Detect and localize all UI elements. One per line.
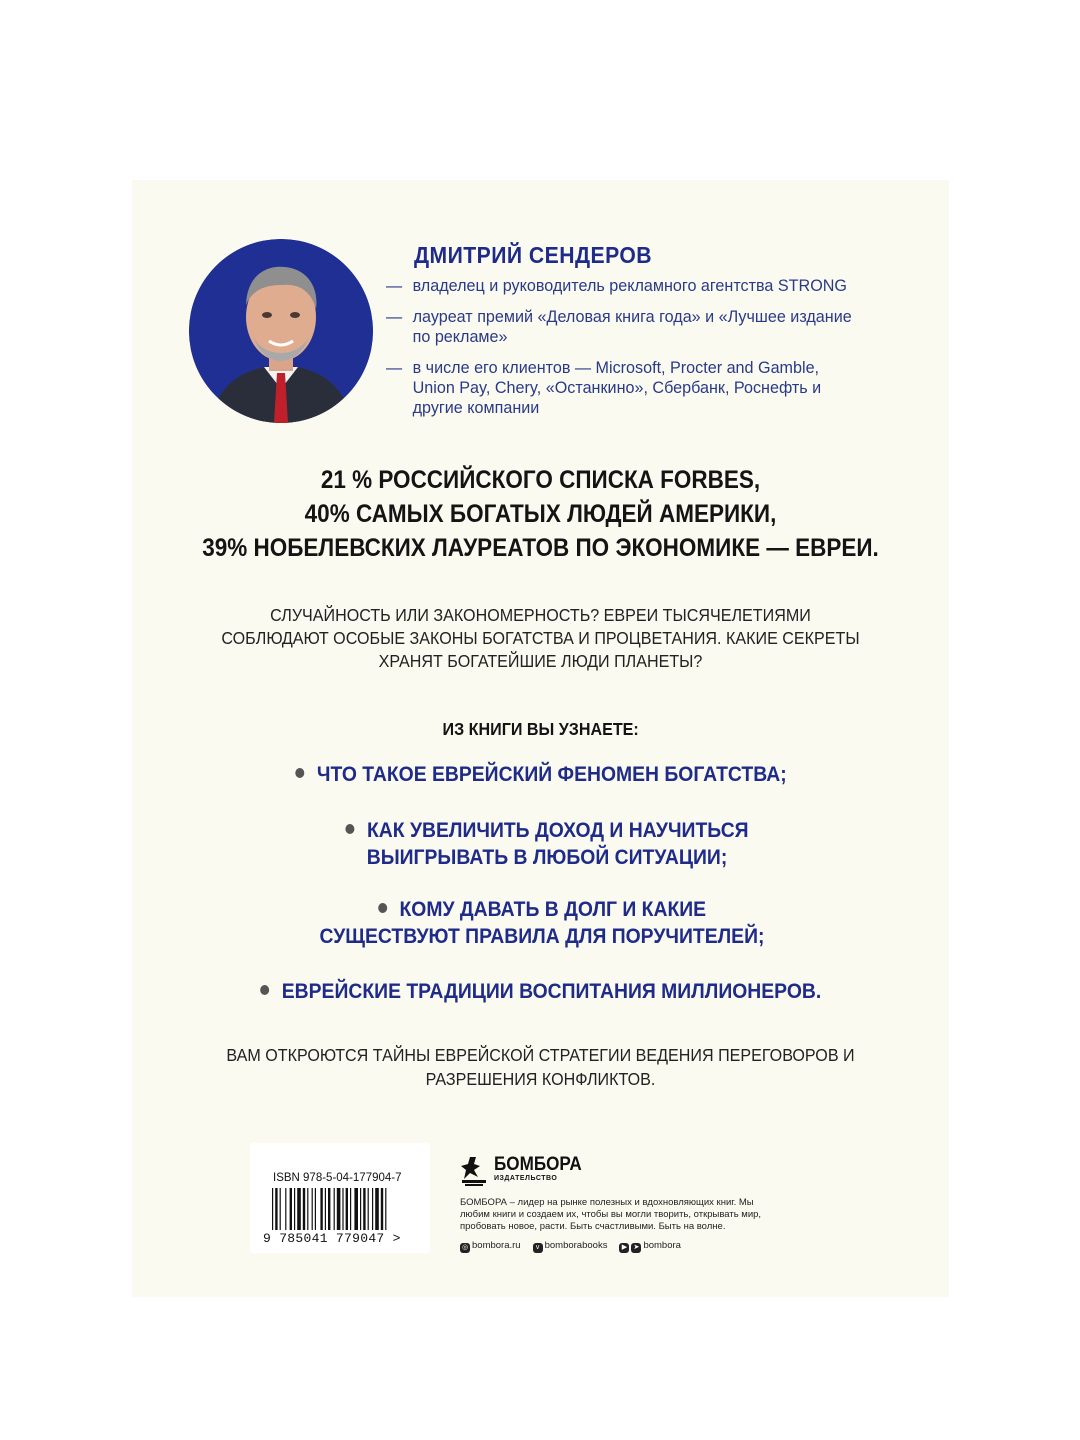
- barcode-bar: [368, 1188, 369, 1230]
- barcode-bar: [307, 1188, 308, 1230]
- barcode-bar: [290, 1188, 292, 1230]
- outro-paragraph: [192, 1043, 889, 1091]
- learn-title: [132, 719, 949, 740]
- bullet-dot-icon: [378, 903, 387, 913]
- barcode-bar: [280, 1188, 281, 1230]
- stat-line: 39% НОБЕЛЕВСКИХ ЛАУРЕАТОВ ПО ЭКОНОМИКЕ — ЕВРЕИ.: [202, 534, 879, 562]
- publisher-link[interactable]: ◎ bombora.ru: [461, 1240, 521, 1251]
- author-facts: [386, 276, 886, 429]
- barcode-bar: [320, 1188, 322, 1230]
- barcode-digits: 9 785041 779047 >: [263, 1231, 401, 1246]
- stat-line: 40% САМЫХ БОГАТЫХ ЛЮДЕЙ АМЕРИКИ,: [304, 500, 777, 528]
- barcode-bar: [315, 1188, 316, 1230]
- author-portrait: [189, 239, 373, 423]
- barcode-bar: [360, 1188, 361, 1230]
- publisher-description: БОМБОРА – лидер на рынке полезных и вдохновляющих книг. Мы любим книги и создаем их, чтобы вы могли творить, открывать мир, пробовать новое, расти. Быть счастливыми. Быть на волне.: [460, 1197, 762, 1232]
- fact-text: владелец и руководитель рекламного агентства STRONG: [412, 276, 847, 295]
- telegram-icon: ➤: [631, 1243, 641, 1253]
- barcode-bar: [385, 1188, 386, 1230]
- learn-item: [132, 761, 949, 788]
- barcode-bar: [350, 1188, 351, 1230]
- author-fact: [386, 307, 861, 347]
- fact-dash: —: [386, 358, 403, 377]
- author-name: ДМИТРИЙ СЕНДЕРОВ: [414, 242, 653, 268]
- bullet-dot-icon: [295, 768, 304, 778]
- youtube-icon: ▶: [619, 1243, 629, 1253]
- outro-text: ВАМ ОТКРОЮТСЯ ТАЙНЫ ЕВРЕЙСКОЙ СТРАТЕГИИ ВЕДЕНИЯ ПЕРЕГОВОРОВ И РАЗРЕШЕНИЯ КОНФЛИКТОВ.: [226, 1045, 855, 1089]
- learn-item-text: ЧТО ТАКОЕ ЕВРЕЙСКИЙ ФЕНОМЕН БОГАТСТВА;: [316, 762, 787, 786]
- publisher-links: [460, 1240, 780, 1253]
- barcode-bar: [294, 1188, 295, 1230]
- learn-item: [262, 817, 832, 871]
- publisher-subtitle: ИЗДАТЕЛЬСТВО: [494, 1175, 558, 1182]
- barcode-bar: [354, 1188, 358, 1230]
- barcode-bar: [337, 1188, 341, 1230]
- intro-paragraph: [192, 604, 889, 673]
- book-back-cover: [132, 180, 949, 1297]
- fact-text: в числе его клиентов — Microsoft, Procter and Gamble, Union Pay, Chery, «Останкино», Сбербанк, Роснефть и другие компании: [412, 358, 822, 417]
- learn-item-text: КАК УВЕЛИЧИТЬ ДОХОД И НАУЧИТЬСЯ ВЫИГРЫВАТЬ В ЛЮБОЙ СИТУАЦИИ;: [366, 818, 749, 869]
- instagram-icon: ◎: [461, 1244, 469, 1251]
- vk-icon: v: [533, 1243, 543, 1253]
- learn-item: [292, 896, 792, 950]
- barcode-bar: [325, 1188, 326, 1230]
- learn-item: [132, 978, 949, 1005]
- barcode-bar: [285, 1188, 286, 1230]
- learn-item-text: КОМУ ДАВАТЬ В ДОЛГ И КАКИЕ СУЩЕСТВУЮТ ПРАВИЛА ДЛЯ ПОРУЧИТЕЛЕЙ;: [319, 897, 765, 948]
- barcode-bar: [272, 1188, 273, 1230]
- barcode-bar: [372, 1188, 373, 1230]
- bombora-logo-icon: [460, 1155, 490, 1187]
- barcode-bar: [275, 1188, 277, 1230]
- publisher-block: [460, 1155, 780, 1253]
- author-fact: [386, 276, 861, 296]
- fact-text: лауреат премий «Деловая книга года» и «Лучшее издание по рекламе»: [412, 307, 852, 346]
- bullet-dot-icon: [345, 824, 354, 834]
- isbn-label: ISBN 978-5-04-177904-7: [273, 1172, 402, 1184]
- publisher-name: БОМБОРА: [494, 1154, 582, 1175]
- barcode-bar: [381, 1188, 383, 1230]
- bullet-dot-icon: [260, 985, 269, 995]
- publisher-link[interactable]: ▶ ➤ bombora: [619, 1240, 681, 1253]
- isbn-barcode: [250, 1143, 430, 1253]
- learn-item-text: ЕВРЕЙСКИЕ ТРАДИЦИИ ВОСПИТАНИЯ МИЛЛИОНЕРОВ.: [281, 979, 822, 1003]
- barcode-bar: [342, 1188, 343, 1230]
- fact-dash: —: [386, 307, 403, 326]
- barcode-bar: [334, 1188, 335, 1230]
- intro-text: СЛУЧАЙНОСТЬ ИЛИ ЗАКОНОМЕРНОСТЬ? ЕВРЕИ ТЫСЯЧЕЛЕТИЯМИ СОБЛЮДАЮТ ОСОБЫЕ ЗАКОНЫ БОГАТСТВА И ПРОЦВЕТАНИЯ. КАКИЕ СЕКРЕТЫ ХРАНЯТ БОГАТЕЙШИЕ ЛЮДИ ПЛАНЕТЫ?: [221, 605, 860, 671]
- barcode-bar: [303, 1188, 305, 1230]
- barcode-bar: [375, 1188, 379, 1230]
- barcode-bar: [346, 1188, 348, 1230]
- stats-headline: [132, 463, 949, 565]
- author-fact: [386, 358, 861, 418]
- learn-title-text: ИЗ КНИГИ ВЫ УЗНАЕТЕ:: [442, 719, 639, 739]
- fact-dash: —: [386, 276, 403, 295]
- barcode-bar: [363, 1188, 365, 1230]
- barcode-bar: [297, 1188, 301, 1230]
- barcode-bar: [328, 1188, 330, 1230]
- barcode-bar: [312, 1188, 313, 1230]
- publisher-link[interactable]: v bomborabooks: [533, 1240, 608, 1253]
- stat-line: 21 % РОССИЙСКОГО СПИСКА FORBES,: [320, 466, 761, 494]
